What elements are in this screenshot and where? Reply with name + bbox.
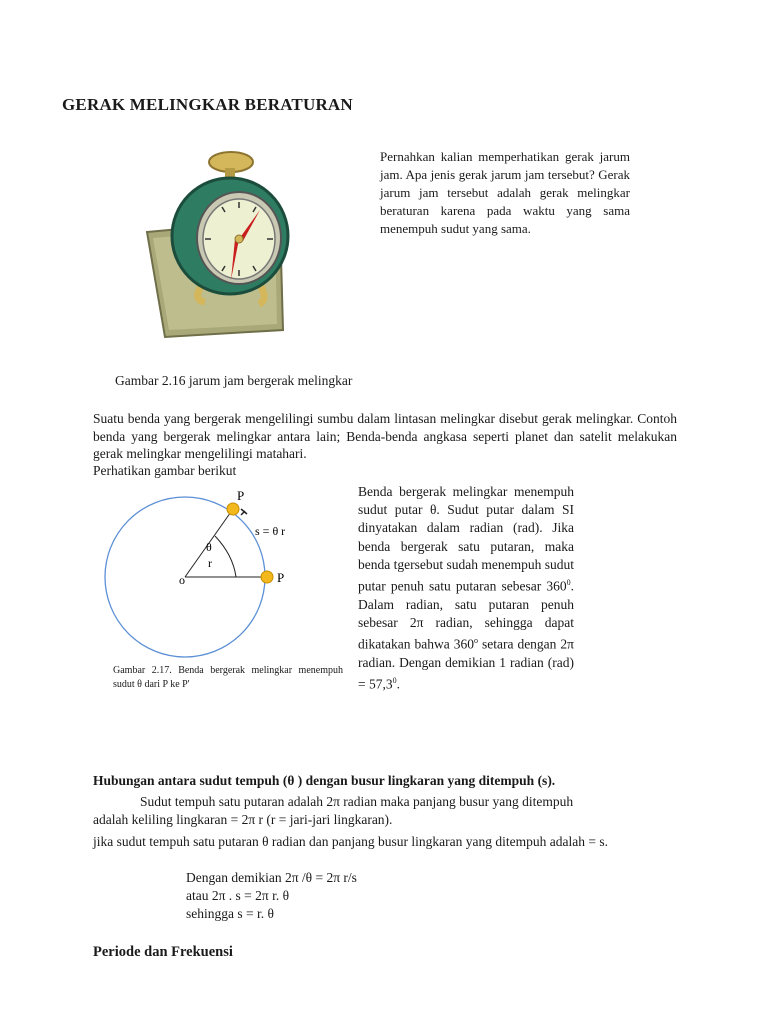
paragraph-line-1: Sudut tempuh satu putaran adalah 2π radian maka panjang busur yang ditempuh [140, 794, 574, 809]
clock-illustration [135, 140, 300, 340]
label-theta: θ [206, 540, 212, 554]
equation-1: Dengan demikian 2π /θ = 2π r/s [186, 870, 357, 885]
label-p-top: P [237, 488, 245, 503]
section-heading-period: Periode dan Frekuensi [93, 944, 233, 960]
point-p [261, 571, 273, 583]
label-o: o [179, 573, 185, 587]
figure-caption-2-17: Gambar 2.17. Benda bergerak melingkar menempuh sudut θ dari P ke P' [113, 665, 343, 690]
clock-center [235, 235, 243, 243]
paragraph-angle: jika sudut tempuh satu putaran θ radian dan panjang busur lingkaran yang ditempuh adalah = s. [93, 834, 608, 849]
circular-motion-diagram [100, 485, 290, 660]
label-p-right: P [277, 570, 285, 585]
paragraph-line-2: adalah keliling lingkaran = 2π r (r = jari-jari lingkaran). [93, 812, 393, 827]
section-heading-angle-arc: Hubungan antara sudut tempuh (θ ) dengan busur lingkaran yang ditempuh (s). [93, 773, 556, 788]
page-title: GERAK MELINGKAR BERATURAN [62, 95, 353, 114]
equation-2: atau 2π . s = 2π r. θ [186, 888, 290, 903]
direction-arrow-icon [241, 509, 247, 515]
angle-arc [215, 536, 236, 577]
label-r: r [208, 556, 212, 570]
radian-explanation: Benda bergerak melingkar menempuh sudut putar θ. Sudut putar dalam SI dinyatakan dalam radian (rad). Jika benda bergerak satu putaran, maka benda tgersebut sudah menempuh sudut putar penuh satu putaran sebesar $360^0$. Dalam radian, satu putaran penuh sebesar 2π radian, sehingga dapat dikatakan bahwa 360$^o$ setara dengan 2π radian. Dengan demikian 1 radian $(rad) = 57,3^0$. [358, 484, 574, 692]
equation-3: sehingga s = r. θ [186, 906, 274, 921]
figure-caption-2-16: Gambar 2.16 jarum jam bergerak melingkar [115, 373, 353, 388]
point-p-prime [227, 503, 239, 515]
label-s-formula: s = θ r [255, 524, 286, 538]
intro-paragraph: Pernahkan kalian memperhatikan gerak jarum jam. Apa jenis gerak jarum jam tersebut? Gerak jarum jam tersebut adalah gerak melingkar beraturan karena pada waktu yang sama menempuh sudut yang sama. [380, 149, 630, 236]
paragraph-definition: Suatu benda yang bergerak mengelilingi sumbu dalam lintasan melingkar disebut gerak melingkar. Contoh benda yang bergerak melingkar antara lain; Benda-benda angkasa seperti planet dan satelit melakukan gerak melingkar mengelilingi matahari. [93, 411, 677, 461]
look-at-figure: Perhatikan gambar berikut [93, 463, 237, 478]
